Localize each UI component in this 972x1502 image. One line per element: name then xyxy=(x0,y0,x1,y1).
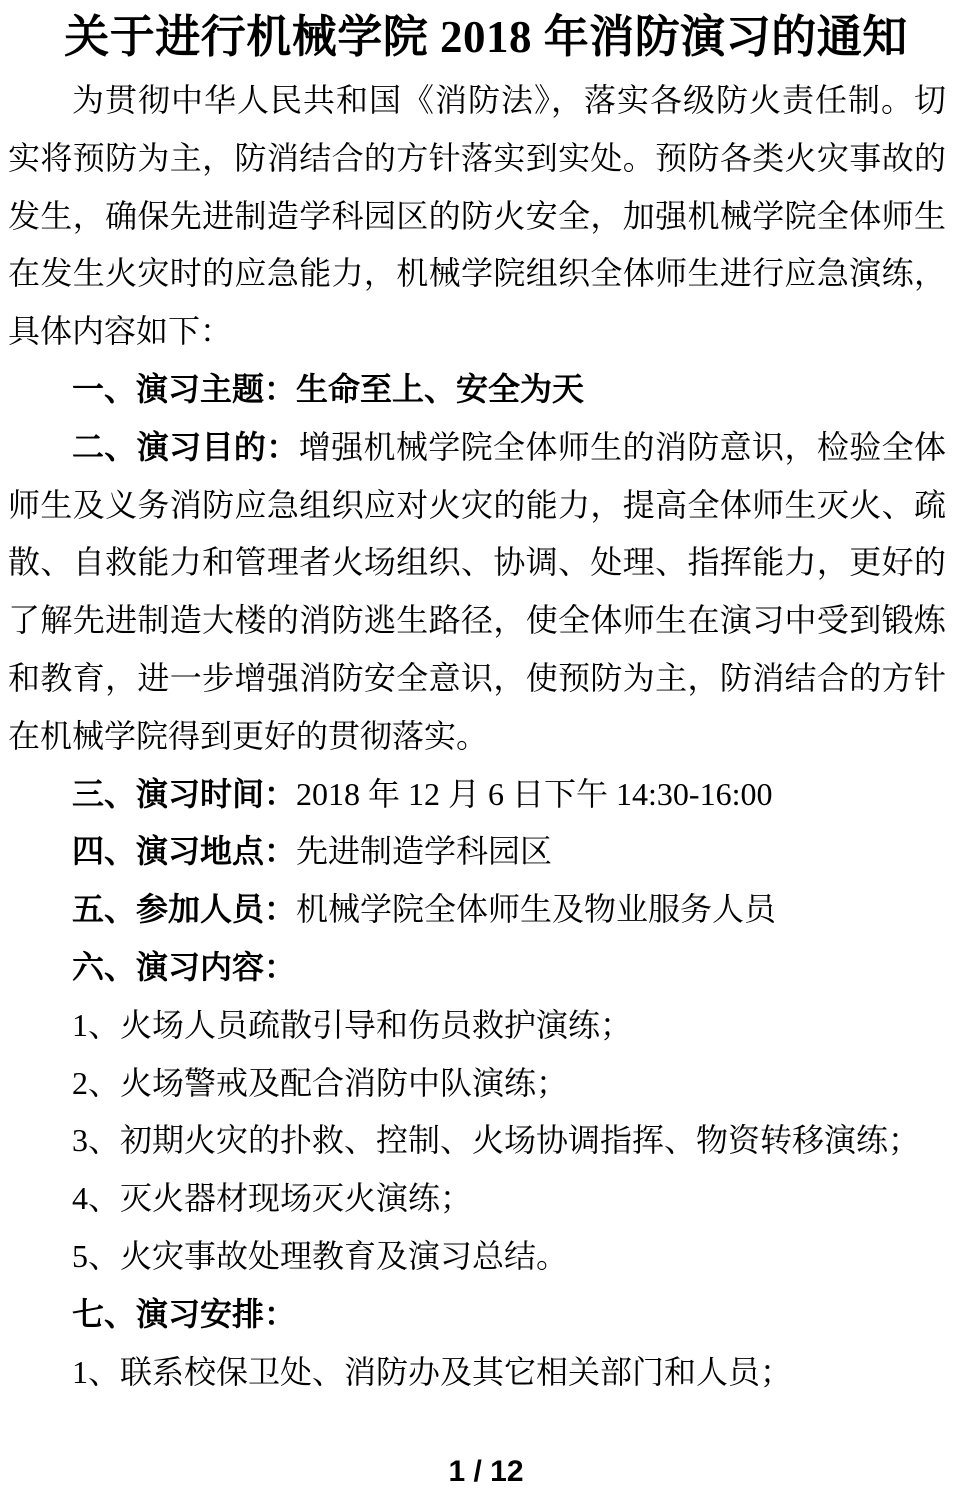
arrangement-item-1: 1、联系校保卫处、消防办及其它相关部门和人员； xyxy=(72,1353,793,1390)
drill-content-item-5: 5、火灾事故处理教育及演习总结。 xyxy=(72,1237,569,1274)
section-theme-label: 一、演习主题： xyxy=(72,370,297,407)
section-theme xyxy=(8,361,946,419)
section-contents-heading xyxy=(8,939,946,997)
section-theme-text: 生命至上、安全为天 xyxy=(296,370,585,407)
section-purpose xyxy=(8,419,946,766)
section-arrangement-label: 七、演习安排： xyxy=(72,1295,297,1332)
section-participants-label: 五、参加人员： xyxy=(72,891,297,928)
drill-content-item-1: 1、火场人员疏散引导和伤员救护演练； xyxy=(72,1006,633,1043)
document-body xyxy=(8,72,946,1401)
section-time xyxy=(8,766,946,824)
section-participants xyxy=(8,881,946,939)
page-indicator: 1 / 12 xyxy=(448,1455,524,1488)
section-purpose-text: 增强机械学院全体师生的消防意识，检验全体师生及义务消防应急组织应对火灾的能力，提高全体师生灭火、疏散、自救能力和管理者火场组织、协调、处理、指挥能力，更好的了解先进制造大楼的消防逃生路径，使全体师生在演习中受到锻炼和教育，进一步增强消防安全意识，使预防为主，防消结合的方针在机械学院得到更好的贯彻落实。 xyxy=(8,428,946,754)
section-location xyxy=(8,823,946,881)
section-location-text: 先进制造学科园区 xyxy=(296,833,553,870)
section-location-label: 四、演习地点： xyxy=(72,833,297,870)
section-arrangement-heading xyxy=(8,1286,946,1344)
section-purpose-label: 二、演习目的： xyxy=(72,428,299,465)
drill-content-item-4: 4、灭火器材现场灭火演练； xyxy=(72,1180,473,1217)
section-time-text: 2018 年 12 月 6 日下午 14:30-16:00 xyxy=(296,775,773,812)
section-time-label: 三、演习时间： xyxy=(72,775,297,812)
section-participants-text: 机械学院全体师生及物业服务人员 xyxy=(296,891,777,928)
drill-content-item-2: 2、火场警戒及配合消防中队演练； xyxy=(72,1064,569,1101)
drill-content-item-3: 3、初期火灾的扑救、控制、火场协调指挥、物资转移演练； xyxy=(72,1122,921,1159)
intro-paragraph: 为贯彻中华人民共和国《消防法》，落实各级防火责任制。切实将预防为主，防消结合的方针落实到实处。预防各类火灾事故的发生，确保先进制造学科园区的防火安全，加强机械学院全体师生在发生火灾时的应急能力，机械学院组织全体师生进行应急演练，具体内容如下： xyxy=(8,82,946,350)
section-contents-label: 六、演习内容： xyxy=(72,948,297,985)
document-title: 关于进行机械学院 2018 年消防演习的通知 xyxy=(64,12,908,62)
